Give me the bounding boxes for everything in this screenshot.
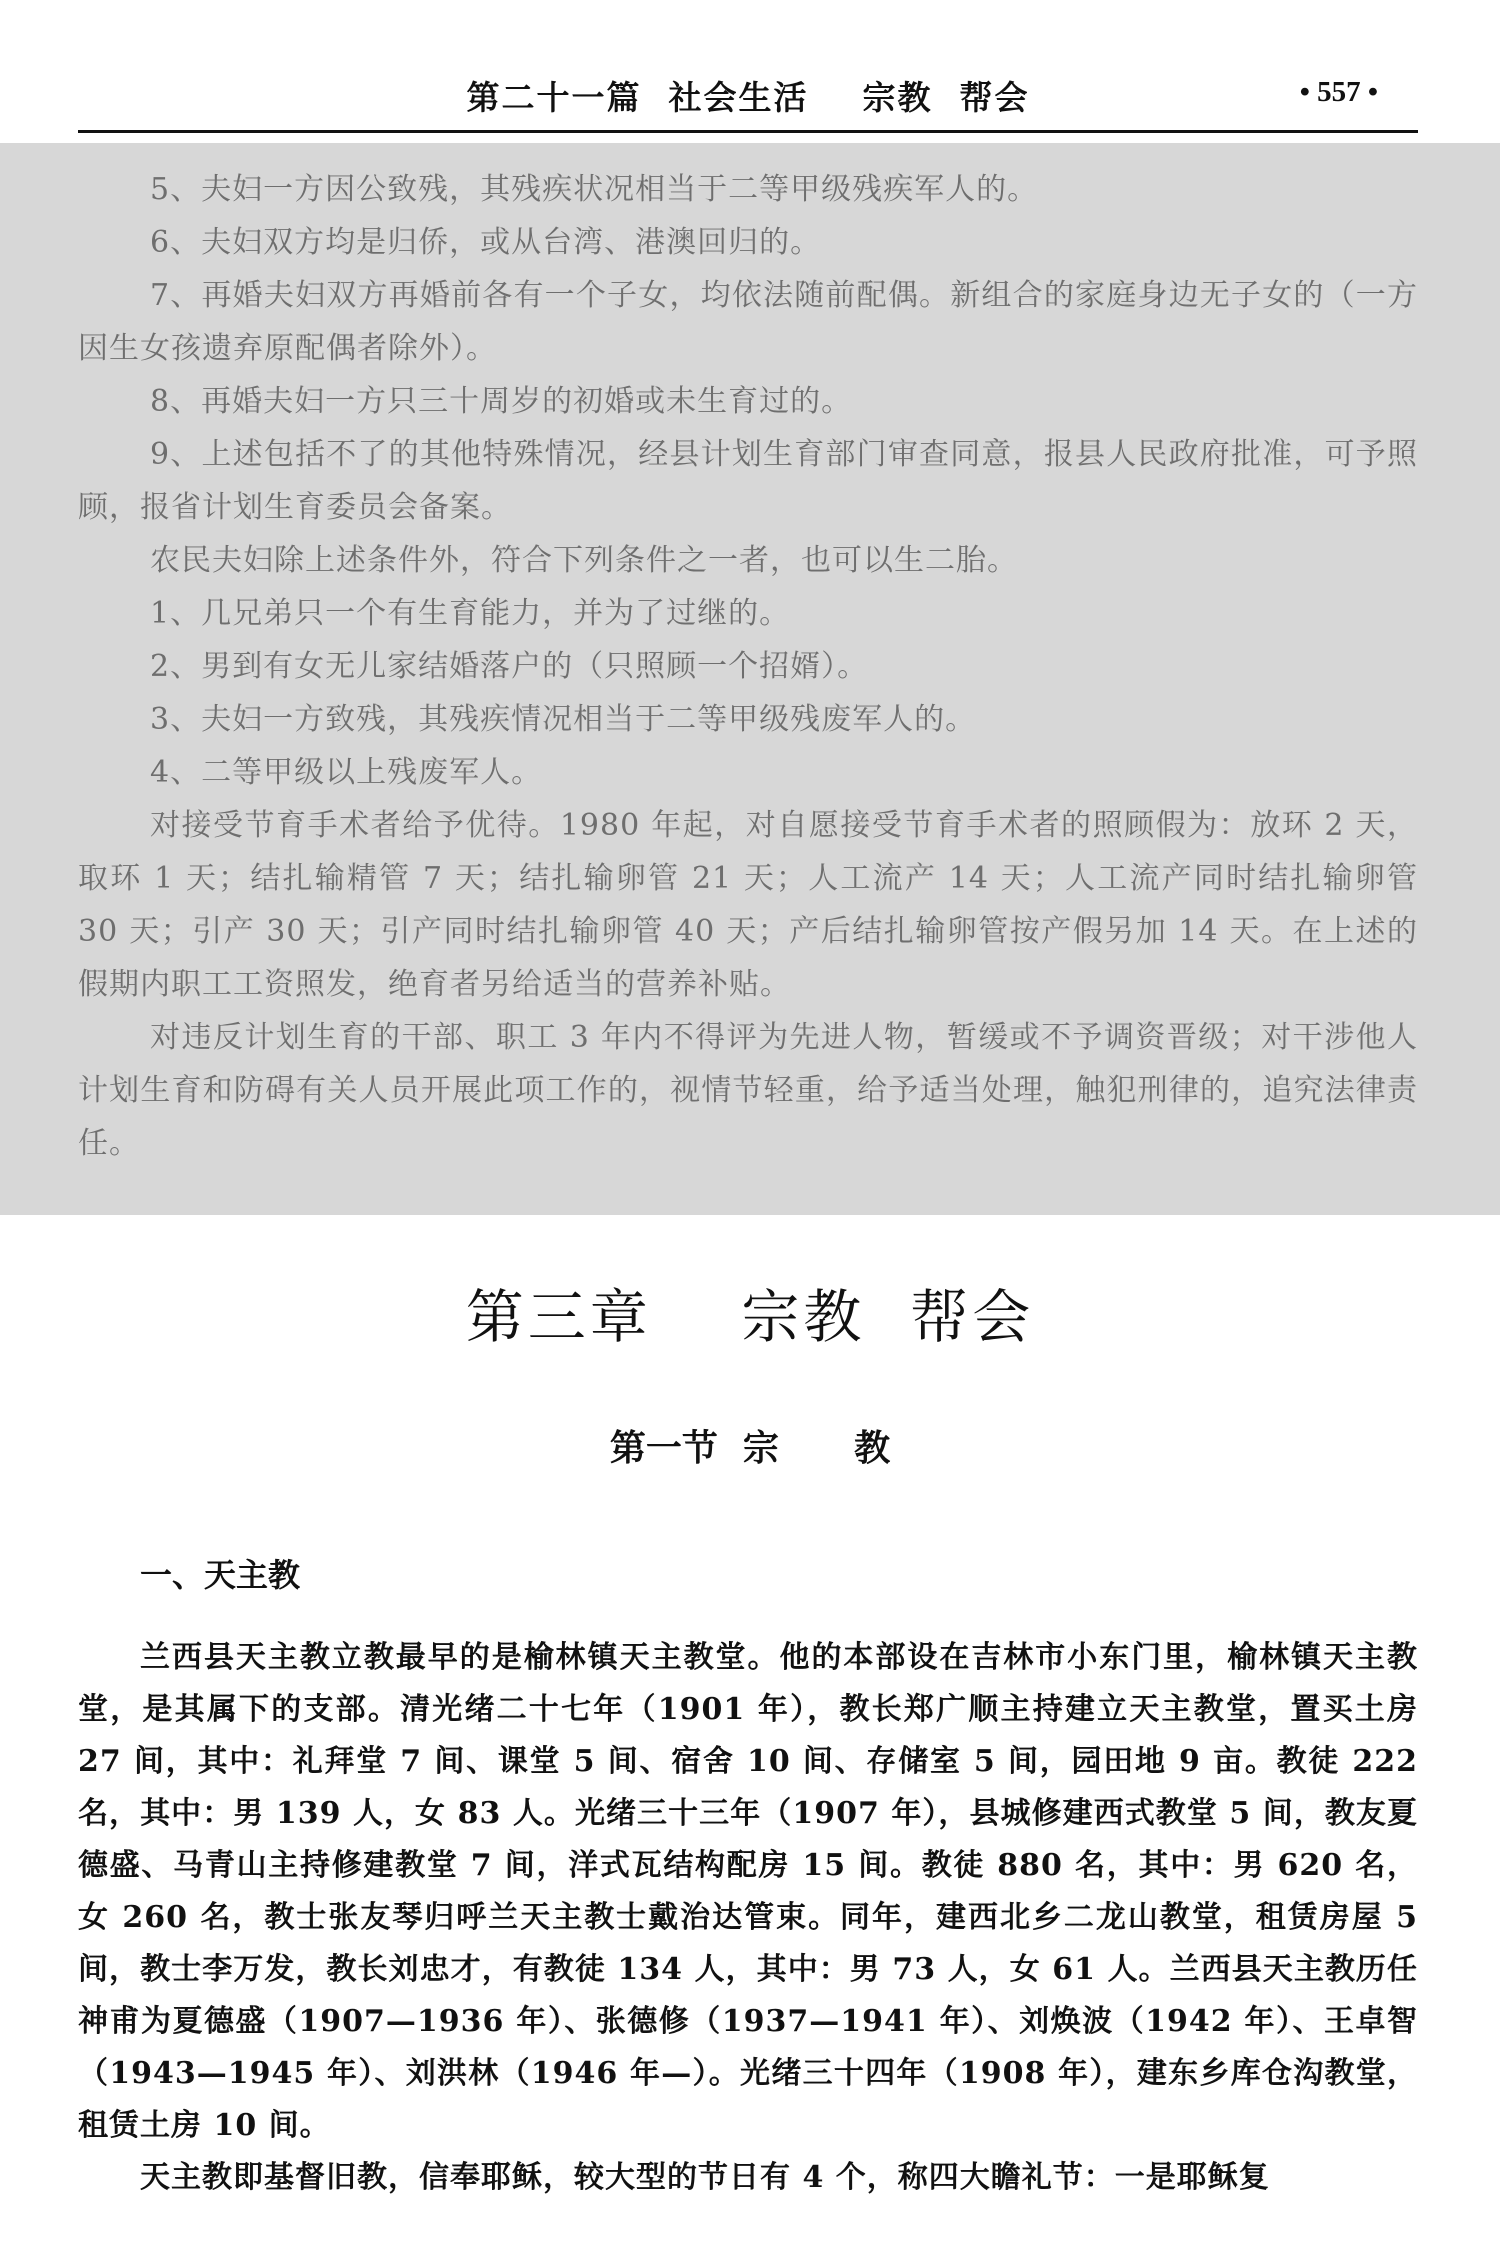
page-header xyxy=(78,72,1418,133)
shaded-paragraph: 3、夫妇一方致残，其残疾情况相当于二等甲级残废军人的。 xyxy=(150,702,977,737)
shaded-paragraph: 对接受节育手术者给予优待。1980 年起，对自愿接受节育手术者的照顾假为：放环 2 天，取环 1 天；结扎输精管 7 天；结扎输卵管 21 天；人工流产 14 天；人工流产同时结扎输卵管 30 天；引产 30 天；引产同时结扎输卵管 40 天；产后结扎输卵管按产假另加 14 天。在上述的假期内职工工资照发，绝育者另给适当的营养补贴。 xyxy=(78,808,1418,1002)
shaded-paragraph: 5、夫妇一方因公致残，其残疾状况相当于二等甲级残疾军人的。 xyxy=(150,172,1039,207)
shaded-paragraphs xyxy=(78,163,1418,1170)
page-number: • 557 • xyxy=(1299,76,1378,108)
body-text xyxy=(78,1632,1418,2204)
shaded-paragraph: 8、再婚夫妇一方只三十周岁的初婚或未生育过的。 xyxy=(150,384,853,419)
shaded-paragraph: 6、夫妇双方均是归侨，或从台湾、港澳回归的。 xyxy=(150,225,822,260)
subsection-title: 一、天主教 xyxy=(140,1556,301,1594)
running-title: 第二十一篇 社会生活 宗教 帮会 xyxy=(466,78,1030,117)
section-title: 第一节 宗 教 xyxy=(609,1428,891,1469)
shaded-paragraph: 1、几兄弟只一个有生育能力，并为了过继的。 xyxy=(150,596,791,631)
shaded-paragraph: 9、上述包括不了的其他特殊情况，经县计划生育部门审查同意，报县人民政府批准，可予照顾，报省计划生育委员会备案。 xyxy=(78,437,1418,525)
chapter-title: 第三章 宗教 帮会 xyxy=(465,1283,1035,1351)
shaded-paragraph: 7、再婚夫妇双方再婚前各有一个子女，均依法随前配偶。新组合的家庭身边无子女的（一方因生女孩遗弃原配偶者除外）。 xyxy=(78,278,1418,366)
shaded-paragraph: 4、二等甲级以上残废军人。 xyxy=(150,755,543,790)
body-paragraph: 天主教即基督旧教，信奉耶稣，较大型的节日有 4 个，称四大瞻礼节：一是耶稣复 xyxy=(140,2160,1270,2195)
shaded-paragraph: 对违反计划生育的干部、职工 3 年内不得评为先进人物，暂缓或不予调资晋级；对干涉他人计划生育和防碍有关人员开展此项工作的，视情节轻重，给予适当处理，触犯刑律的，追究法律责任。 xyxy=(78,1020,1418,1161)
shaded-text-block xyxy=(0,143,1500,1215)
body-paragraph: 兰西县天主教立教最早的是榆林镇天主教堂。他的本部设在吉林市小东门里，榆林镇天主教堂，是其属下的支部。清光绪二十七年（1901 年），教长郑广顺主持建立天主教堂，置买土房 27 间，其中：礼拜堂 7 间、课堂 5 间、宿舍 10 间、存储室 5 间，园田地 9 亩。教徒 222 名，其中：男 139 人，女 83 人。光绪三十三年（1907 年），县城修建西式教堂 5 间，教友夏德盛、马青山主持修建教堂 7 间，洋式瓦结构配房 15 间。教徒 880 名，其中：男 620 名，女 260 名，教士张友琴归呼兰天主教士戴治达管束。同年，建西北乡二龙山教堂，租赁房屋 5 间，教士李万发，教长刘忠才，有教徒 134 人，其中：男 73 人，女 61 人。兰西县天主教历任神甫为夏德盛（1907—1936 年）、张德修（1937—1941 年）、刘焕波（1942 年）、王卓智（1943—1945 年）、刘洪林（1946 年—）。光绪三十四年（1908 年），建东乡库仓沟教堂，租赁土房 10 间。 xyxy=(78,1640,1418,2143)
shaded-paragraph: 2、男到有女无儿家结婚落户的（只照顾一个招婿）。 xyxy=(150,649,869,684)
shaded-paragraph: 农民夫妇除上述条件外，符合下列条件之一者，也可以生二胎。 xyxy=(150,543,1018,578)
